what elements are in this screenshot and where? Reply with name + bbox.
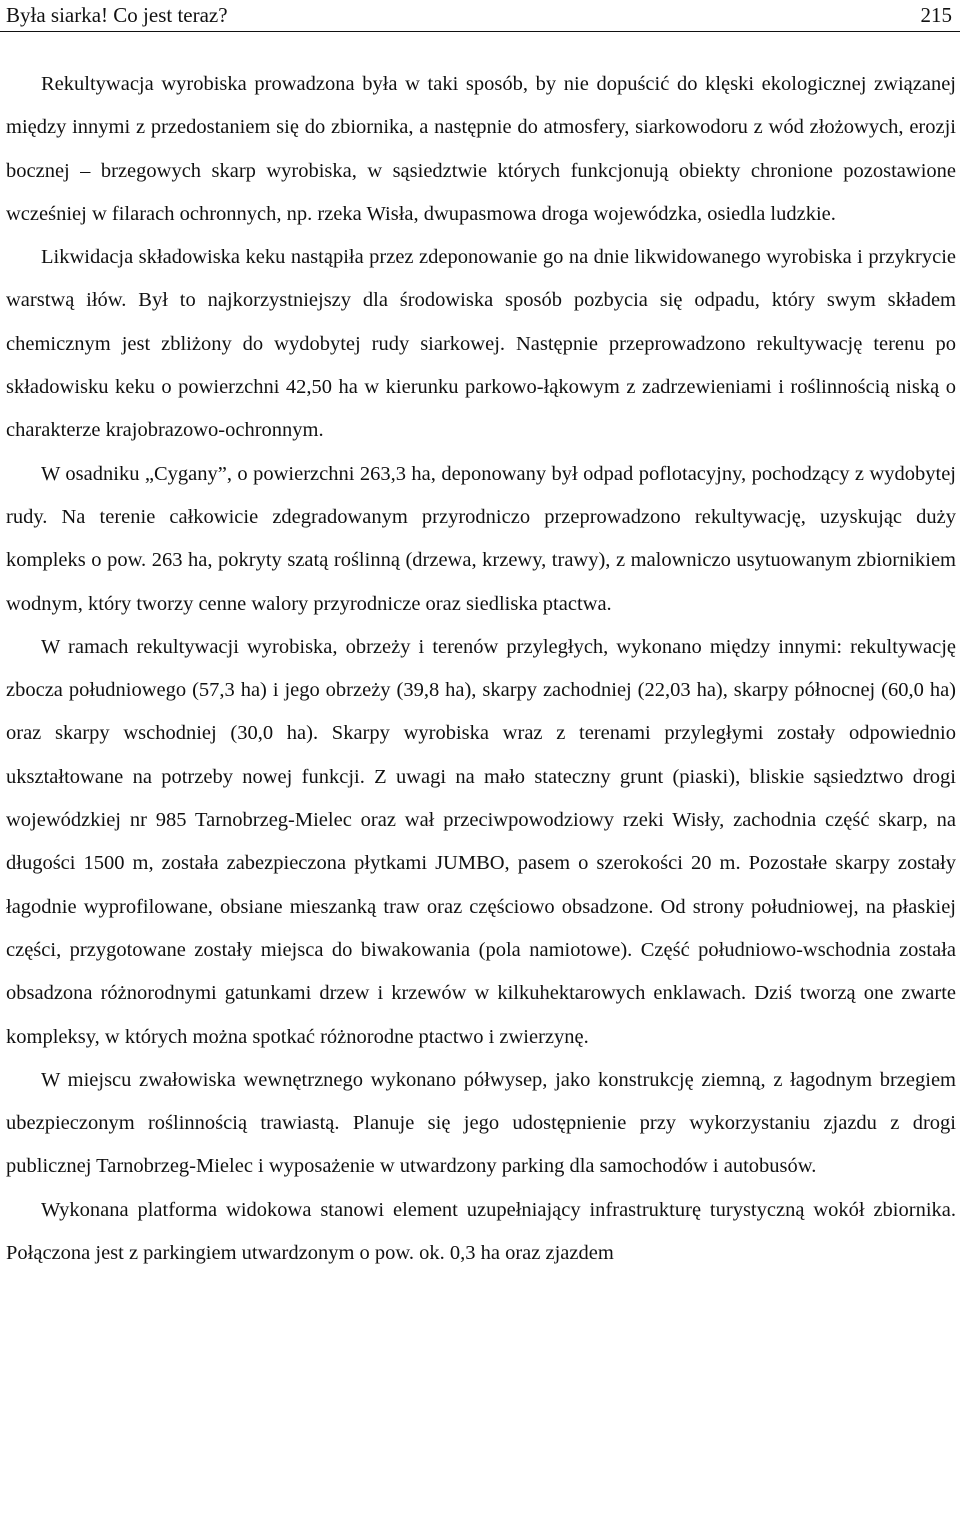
paragraph-slopes-reclamation: W ramach rekultywacji wyrobiska, obrzeży i terenów przyległych, wykonano między innymi: rekultywację zbocza południowego (57,3 ha) i jego obrzeży (39,8 ha), skarpy zachodniej (22,03 ha), skarpy północnej (60,0 ha) oraz skarpy wschodniej (30,0 ha). Skarpy wyrobiska wraz z terenami przyległymi zostały odpowiednio ukształtowane na potrzeby nowej funkcji. Z uwagi na mało stateczny grunt (piaski), bliskie sąsiedztwo drogi wojewódzkiej nr 985 Tarnobrzeg-Mielec oraz wał przeciwpowodziowy rzeki Wisły, zachodnia część skarp, na długości 1500 m, została zabezpieczona płytkami JUMBO, pasem o szerokości 20 m. Pozostałe skarpy zostały łagodnie wyprofilowane, obsiane mieszanką traw oraz częściowo obsadzone. Od strony południowej, na płaskiej części, przygotowane zostały miejsca do biwakowania (pola namiotowe). Część południowo-wschodnia została obsadzona różnorodnymi gatunkami drzew i krzewów w kilkuhektarowych enklawach. Dziś tworzą one zwarte kompleksy, w których można spotkać różnorodne ptactwo i zwierzynę. xyxy=(6,635,956,1048)
paragraph-waste-liquidation: Likwidacja składowiska keku nastąpiła przez zdeponowanie go na dnie likwidowanego wyrobiska i przykrycie warstwą iłów. Był to najkorzystniejszy dla środowiska sposób pozbycia się odpadu, który swym składem chemicznym jest zbliżony do wydobytej rudy siarkowej. Następnie przeprowadzono rekultywację terenu po składowisku keku o powierzchni 42,50 ha w kierunku parkowo-łąkowym z zadrzewieniami i roślinnością niską o charakterze krajobrazowo-ochronnym. xyxy=(6,246,956,442)
body-text xyxy=(6,63,956,1275)
page-number: 215 xyxy=(920,3,952,27)
paragraph-viewing-platform: Wykonana platforma widokowa stanowi element uzupełniający infrastrukturę turystyczną wokół zbiornika. Połączona jest z parkingiem utwardzonym o pow. ok. 0,3 ha oraz zjazdem xyxy=(6,1198,956,1265)
running-title: Była siarka! Co jest teraz? xyxy=(6,3,228,27)
paragraph-peninsula: W miejscu zwałowiska wewnętrznego wykonano półwysep, jako konstrukcję ziemną, z łagodnym brzegiem ubezpieczonym roślinnością trawiastą. Planuje się jego udostępnienie przy wykorzystaniu zjazdu z drogi publicznej Tarnobrzeg-Mielec i wyposażenie w utwardzony parking dla samochodów i autobusów. xyxy=(6,1068,956,1178)
header-rule xyxy=(0,31,960,32)
paragraph-cygany-settler: W osadniku „Cygany”, o powierzchni 263,3 ha, deponowany był odpad poflotacyjny, pochodzący z wydobytej rudy. Na terenie całkowicie zdegradowanym przyrodniczo przeprowadzono rekultywację, uzyskując duży kompleks o pow. 263 ha, pokryty szatą roślinną (drzewa, krzewy, trawy), z malowniczo usytuowanym zbiornikiem wodnym, który tworzy cenne walory przyrodnicze oraz siedliska ptactwa. xyxy=(6,462,956,615)
paragraph-reclamation-intro: Rekultywacja wyrobiska prowadzona była w taki sposób, by nie dopuścić do klęski ekologicznej związanej między innymi z przedostaniem się do zbiornika, a następnie do atmosfery, siarkowodoru z wód złożowych, erozji bocznej – brzegowych skarp wyrobiska, w sąsiedztwie których funkcjonują obiekty chronione pozostawione wcześniej w filarach ochronnych, np. rzeka Wisła, dwupasmowa droga wojewódzka, osiedla ludzkie. xyxy=(6,73,956,225)
running-header xyxy=(0,0,960,34)
